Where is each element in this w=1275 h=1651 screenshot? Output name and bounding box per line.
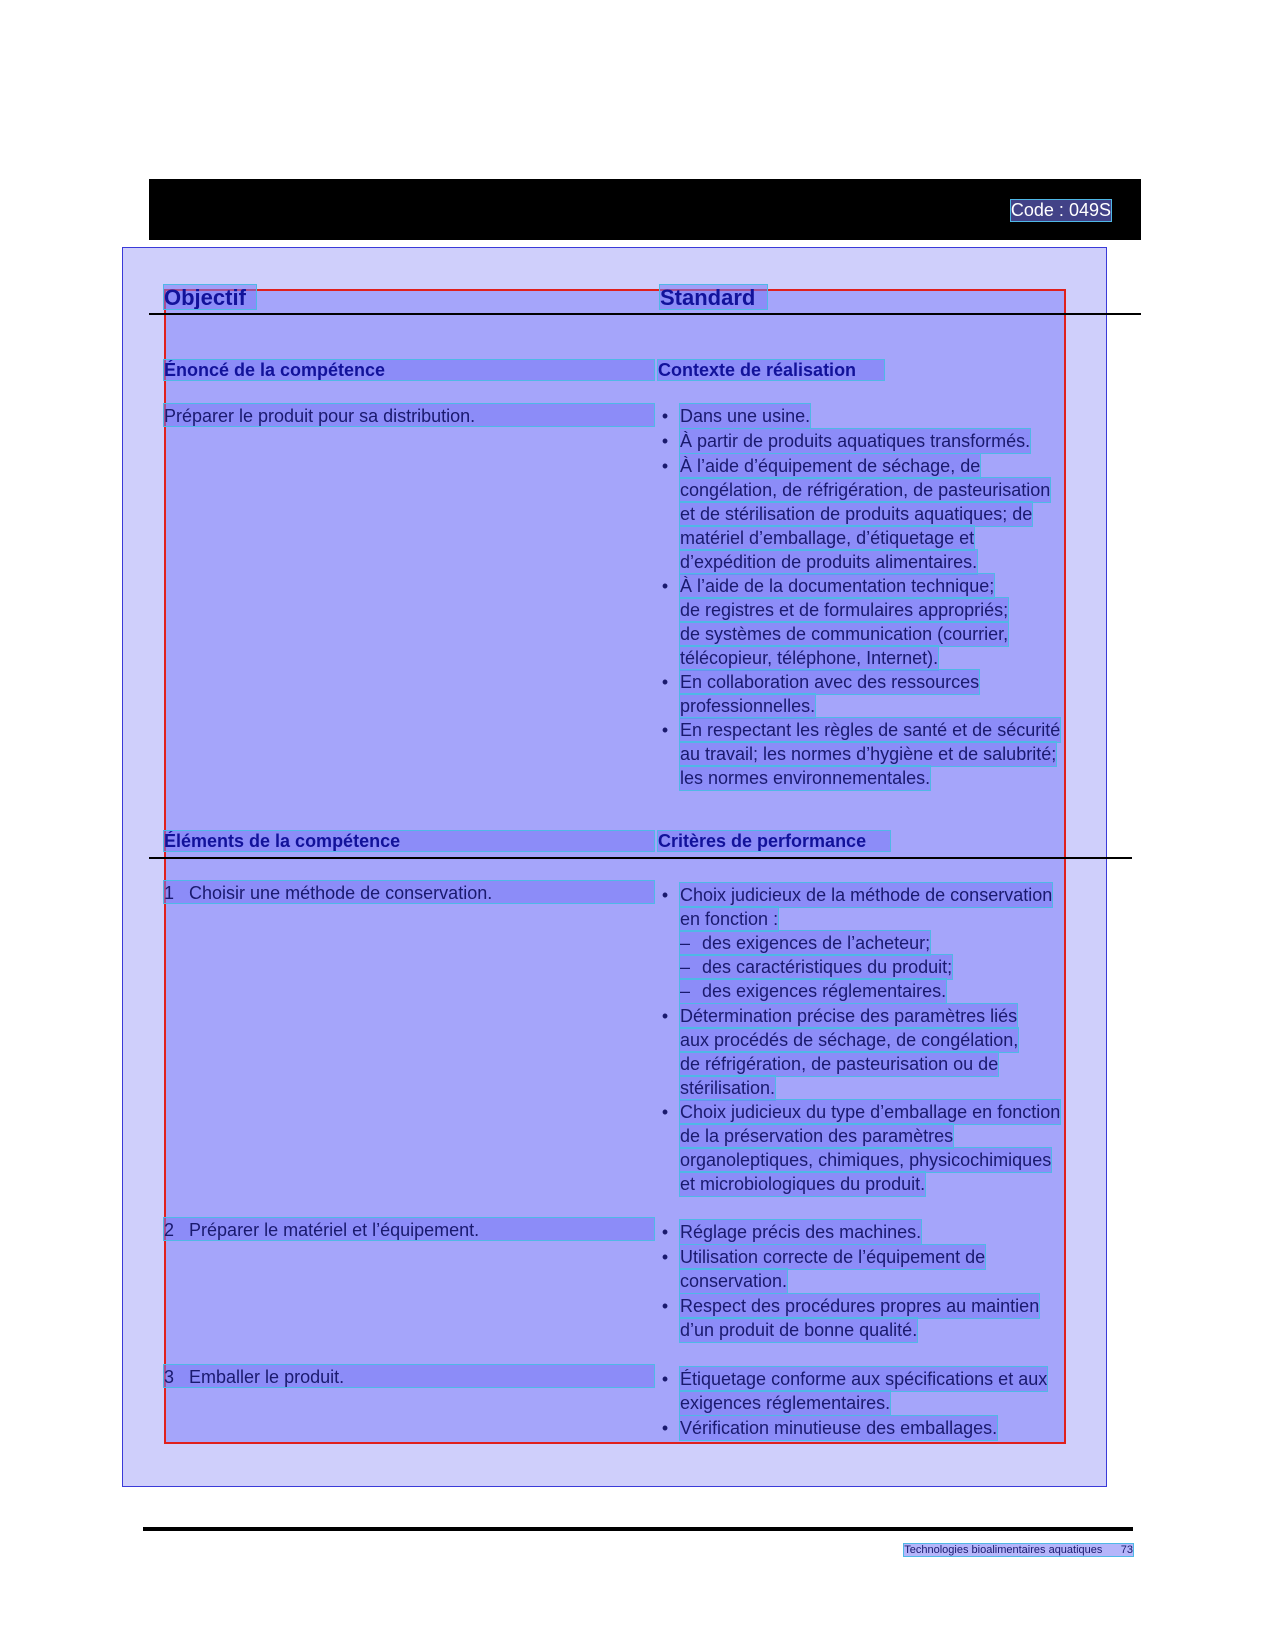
criteria-subitem: – des exigences réglementaires. bbox=[680, 981, 947, 1001]
bullet-icon: • bbox=[661, 431, 669, 451]
bullet-icon: • bbox=[661, 1418, 669, 1438]
footer-rule bbox=[143, 1527, 1133, 1531]
element-label: Emballer le produit. bbox=[189, 1367, 345, 1387]
element-number: 1 bbox=[164, 883, 175, 903]
context-item: • À l’aide d’équipement de séchage, de congélation, de réfrigération, de pasteurisation et de stérilisation de produits aquatiques; de matériel d’emballage, d’étiquetage et d’expédition de produits alimentaires. bbox=[680, 454, 1050, 574]
bullet-icon: • bbox=[661, 1247, 669, 1267]
criteria-item: • Choix judicieux du type d’emballage en fonction de la préservation des paramètres organoleptiques, chimiques, physicochimiques et microbiologiques du produit. bbox=[680, 1100, 1060, 1196]
competency-code bbox=[1011, 200, 1111, 221]
criteria-item: • Choix judicieux de la méthode de conservation en fonction : – des exigences de l’acheteur; – des caractéristiques du produit; – des exigences réglementaires. bbox=[680, 883, 1052, 1003]
bullet-icon: • bbox=[661, 885, 669, 905]
column-title-standard: Standard bbox=[660, 285, 767, 309]
dash-icon: – bbox=[680, 981, 691, 1001]
element-item bbox=[164, 881, 654, 903]
title-divider bbox=[149, 313, 1141, 315]
element-item bbox=[164, 1218, 654, 1240]
heading-criteres: Critères de performance bbox=[658, 831, 890, 851]
section-divider bbox=[149, 857, 1132, 859]
context-item: • Dans une usine. bbox=[680, 404, 810, 428]
bullet-icon: • bbox=[661, 406, 669, 426]
bullet-icon: • bbox=[661, 1296, 669, 1316]
criteria-item: • Réglage précis des machines. bbox=[680, 1220, 921, 1244]
criteria-item: • Respect des procédures propres au maintien d’un produit de bonne qualité. bbox=[680, 1294, 1039, 1342]
context-item: • À l’aide de la documentation technique; de registres et de formulaires appropriés; de systèmes de communication (courrier, télécopieur, téléphone, Internet). bbox=[680, 574, 1008, 670]
dash-icon: – bbox=[680, 957, 691, 977]
context-item: • En collaboration avec des ressources professionnelles. bbox=[680, 670, 979, 718]
element-number: 3 bbox=[164, 1367, 175, 1387]
bullet-icon: • bbox=[661, 576, 669, 596]
criteria-item: • Étiquetage conforme aux spécifications et aux exigences réglementaires. bbox=[680, 1367, 1047, 1415]
code-label: Code : bbox=[1010, 200, 1064, 220]
heading-elements: Éléments de la compétence bbox=[164, 831, 654, 851]
column-title-objectif: Objectif bbox=[164, 285, 256, 309]
element-label: Choisir une méthode de conservation. bbox=[189, 883, 493, 903]
bullet-icon: • bbox=[661, 1222, 669, 1242]
element-item bbox=[164, 1365, 654, 1387]
page-footer bbox=[904, 1544, 1133, 1556]
footer-title: Technologies bioalimentaires aquatiques bbox=[904, 1544, 1103, 1556]
element-label: Préparer le matériel et l’équipement. bbox=[189, 1220, 480, 1240]
page-number: 73 bbox=[1120, 1544, 1133, 1556]
context-item: • En respectant les règles de santé et de sécurité au travail; les normes d’hygiène et de salubrité; les normes environnementales. bbox=[680, 718, 1060, 790]
dash-icon: – bbox=[680, 933, 691, 953]
bullet-icon: • bbox=[661, 720, 669, 740]
criteria-subitem: – des caractéristiques du produit; bbox=[680, 957, 953, 977]
context-item: • À partir de produits aquatiques transformés. bbox=[680, 429, 1030, 453]
code-value: 049S bbox=[1068, 200, 1111, 220]
bullet-icon: • bbox=[661, 672, 669, 692]
criteria-item: • Utilisation correcte de l’équipement de conservation. bbox=[680, 1245, 985, 1293]
element-number: 2 bbox=[164, 1220, 175, 1240]
bullet-icon: • bbox=[661, 1102, 669, 1122]
criteria-item: • Vérification minutieuse des emballages. bbox=[680, 1416, 997, 1440]
bullet-icon: • bbox=[661, 1369, 669, 1389]
bullet-icon: • bbox=[661, 456, 669, 476]
heading-enonce: Énoncé de la compétence bbox=[164, 360, 654, 380]
header-bar bbox=[149, 179, 1141, 240]
heading-contexte: Contexte de réalisation bbox=[658, 360, 884, 380]
competency-statement: Préparer le produit pour sa distribution. bbox=[164, 404, 654, 426]
bullet-icon: • bbox=[661, 1006, 669, 1026]
criteria-subitem: – des exigences de l’acheteur; bbox=[680, 933, 931, 953]
criteria-item: • Détermination précise des paramètres liés aux procédés de séchage, de congélation, de réfrigération, de pasteurisation ou de stérilisation. bbox=[680, 1004, 1018, 1100]
